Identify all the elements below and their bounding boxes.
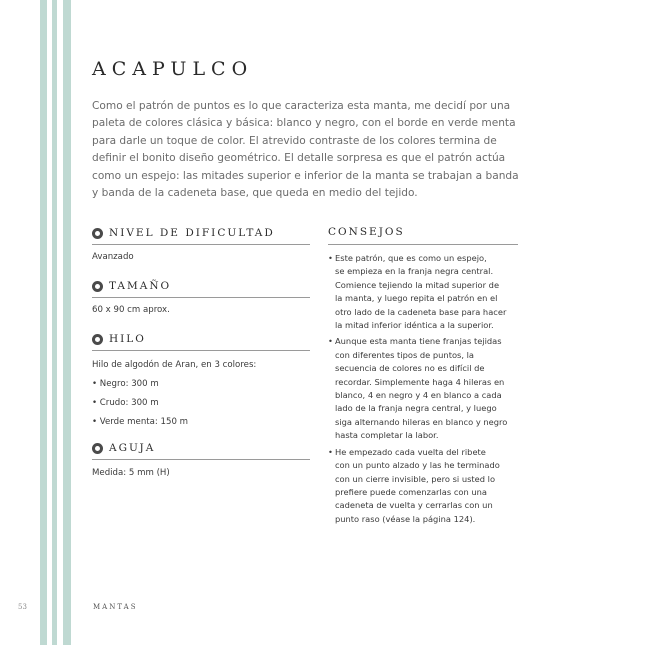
tip-line: Aunque esta manta tiene franjas tejidas (335, 336, 502, 347)
tip-line: He empezado cada vuelta del ribete (335, 446, 486, 457)
section-heading-nivel (92, 227, 275, 239)
page-title: ACAPULCO (92, 58, 254, 80)
section-text: Medida: 5 mm (H) (92, 468, 170, 478)
tip-line: la manta, y luego repita el patrón en el (335, 293, 498, 304)
tip-line: otro lado de la cadeneta base para hacer (335, 306, 507, 317)
tip-line: siga alternando hileras en blanco y negro (335, 416, 508, 427)
section-body-hilo (92, 356, 312, 432)
tip-line: con diferentes tipos de puntos, la (335, 349, 475, 360)
tip-line: blanco, 4 en negro y 4 en blanco a cada (335, 390, 502, 401)
decorative-stripe (40, 0, 47, 645)
tip-line: prefiere puede comenzarlas con una (335, 486, 487, 497)
tip-line: con un punto alzado y las he terminado (335, 460, 500, 471)
divider (92, 350, 310, 351)
tip-line: lado de la franja negra central, y luego (335, 403, 497, 414)
section-text: • Verde menta: 150 m (92, 417, 189, 427)
bullet-glyph: • (328, 336, 333, 347)
tip-text (335, 446, 500, 526)
section-title: TAMAÑO (109, 280, 172, 292)
tip-line: hasta completar la labor. (335, 430, 439, 441)
section-text: Hilo de algodón de Aran, en 3 colores: (92, 360, 257, 370)
section-body-nivel (92, 248, 312, 267)
tip-line: punto raso (véase la página 124). (335, 513, 476, 524)
divider (92, 459, 310, 460)
intro-line: definir el bonito diseño geométrico. El detalle sorpresa es que el patrón actúa (92, 152, 506, 165)
section-title: NIVEL DE DIFICULTAD (109, 227, 275, 239)
tip-line: Este patrón, que es como un espejo, (335, 253, 487, 263)
tip-text (335, 252, 506, 332)
intro-line: como un espejo: las mitades superior e inferior de la manta se trabajan a banda (92, 169, 519, 182)
tip-text (335, 335, 507, 442)
section-text: 60 x 90 cm aprox. (92, 305, 170, 315)
intro-line: Como el patrón de puntos es lo que caracteriza esta manta, me decidí por una (92, 100, 511, 112)
intro-line: paleta de colores clásica y básica: blanco y negro, con el borde en verde menta (92, 117, 516, 130)
section-text: • Crudo: 300 m (92, 398, 159, 408)
tip-line: la mitad inferior idéntica a la superior. (335, 320, 494, 331)
consejos-list (328, 252, 533, 529)
circle-bullet-icon (92, 334, 103, 345)
tip-line: secuencia de colores no es difícil de (335, 363, 485, 374)
running-head: MANTAS (93, 603, 138, 611)
section-heading-aguja (92, 442, 155, 454)
divider (328, 244, 518, 245)
bullet-glyph: • (328, 446, 333, 457)
intro-paragraph (92, 98, 554, 202)
section-body-tamano (92, 301, 312, 320)
divider (92, 297, 310, 298)
tip-line: Comience tejiendo la mitad superior de (335, 279, 500, 290)
circle-bullet-icon (92, 228, 103, 239)
section-title: HILO (109, 333, 146, 345)
intro-line: y banda de la cadeneta base, que queda en medio del tejido. (92, 187, 418, 200)
page-number: 53 (18, 603, 27, 611)
tip-line: con un cierre invisible, pero si usted lo (335, 473, 496, 484)
tip-line: se empieza en la franja negra central. (335, 266, 494, 277)
intro-line: para darle un toque de color. El atrevido contraste de los colores termina de (92, 134, 497, 147)
section-body-aguja (92, 464, 312, 483)
section-title: AGUJA (109, 442, 156, 454)
bullet-glyph: • (328, 253, 333, 263)
decorative-stripe (52, 0, 57, 645)
list-item (328, 446, 533, 526)
section-heading-tamano (92, 280, 171, 292)
circle-bullet-icon (92, 281, 103, 292)
consejos-heading: CONSEJOS (328, 226, 405, 238)
decorative-stripe (63, 0, 71, 645)
section-text: Avanzado (92, 252, 134, 262)
section-text: • Negro: 300 m (92, 379, 159, 389)
circle-bullet-icon (92, 443, 103, 454)
list-item (328, 252, 533, 332)
tip-line: recordar. Simplemente haga 4 hileras en (335, 376, 505, 387)
divider (92, 244, 310, 245)
section-heading-hilo (92, 333, 146, 345)
list-item (328, 335, 533, 442)
tip-line: cadeneta de vuelta y cerrarlas con un (335, 500, 493, 511)
